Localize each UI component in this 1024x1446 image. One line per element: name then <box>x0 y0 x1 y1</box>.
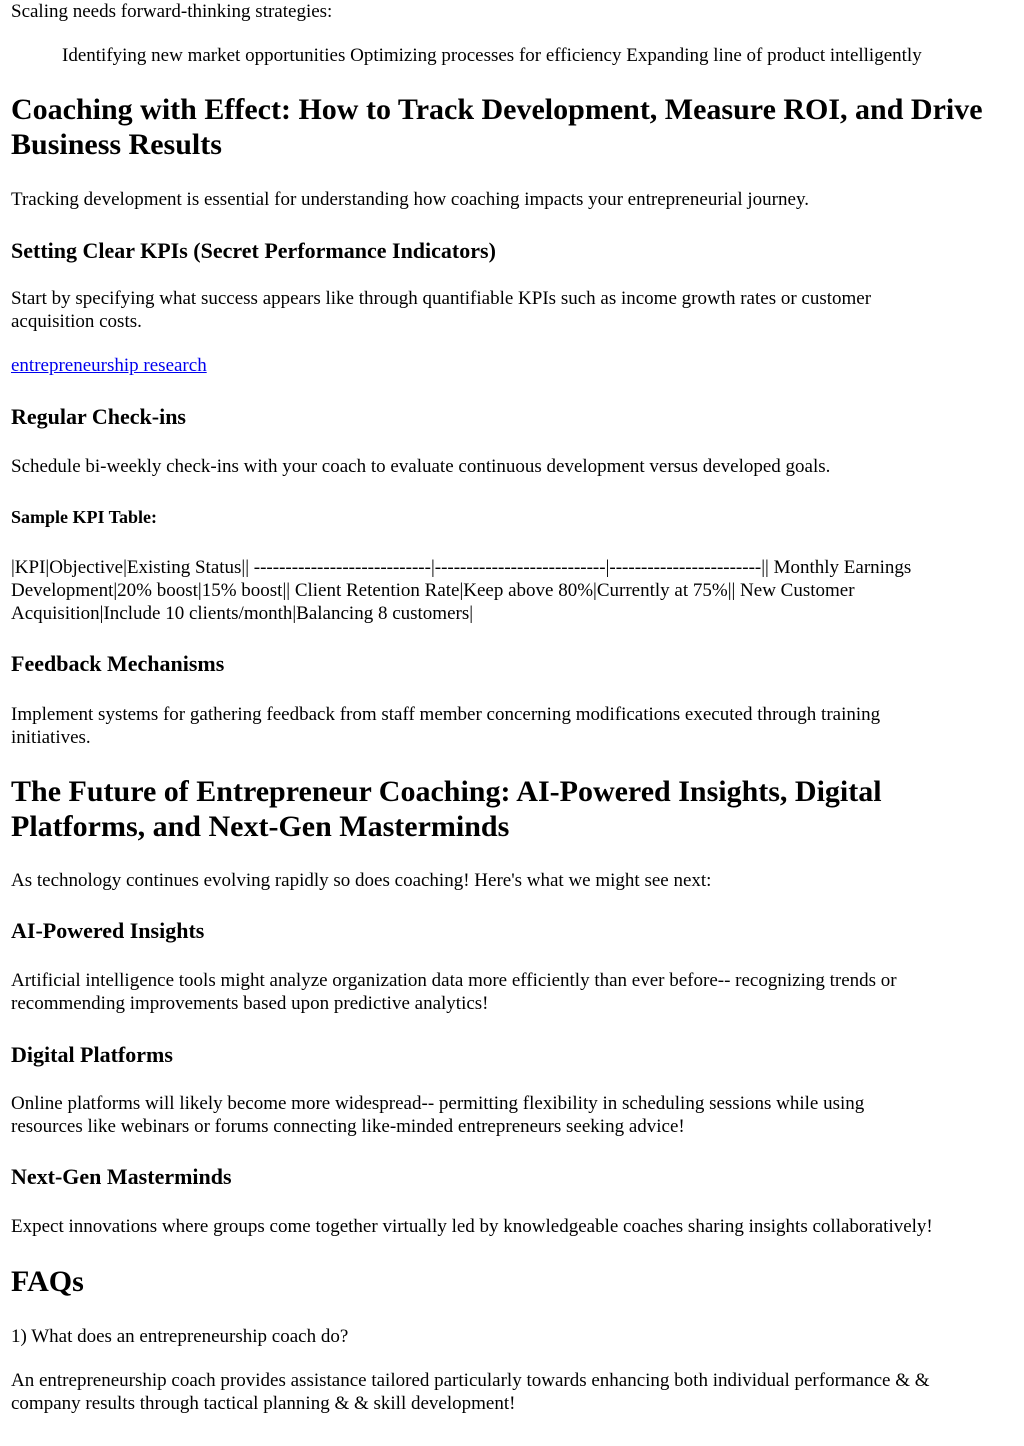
ai-insights-text-line2: recommending improvements based upon predictive analytics! <box>11 993 489 1014</box>
checkins-text: Schedule bi-weekly check-ins with your coach to evaluate continuous development versus developed goals. <box>11 456 831 477</box>
coaching-section-title-line1: Coaching with Effect: How to Track Development, Measure ROI, and Drive <box>11 93 983 126</box>
digital-platforms-text-line2: resources like webinars or forums connecting like-minded entrepreneurs seeking advice! <box>11 1116 685 1137</box>
kpis-text-line2: acquisition costs. <box>11 311 142 332</box>
entrepreneurship-research-link[interactable]: entrepreneurship research <box>11 355 207 376</box>
feedback-text-line1: Implement systems for gathering feedback from staff member concerning modifications executed through training <box>11 704 881 725</box>
feedback-heading: Feedback Mechanisms <box>11 651 225 676</box>
kpi-table-text-line2: Development|20% boost|15% boost|| Client Retention Rate|Keep above 80%|Currently at 75%|| New Customer <box>11 580 855 601</box>
kpi-table-text-line1: |KPI|Objective|Existing Status|| ----------------------------|---------------------------|------------------------|| Monthly Earnings <box>11 557 912 578</box>
future-section-title-line2: Platforms, and Next-Gen Masterminds <box>11 810 510 843</box>
scaling-lead-text: Scaling needs forward-thinking strategies: <box>11 1 333 22</box>
future-intro-text: As technology continues evolving rapidly so does coaching! Here's what we might see next: <box>11 870 712 891</box>
faqs-title: FAQs <box>11 1265 84 1298</box>
faq-answer-1-line1: An entrepreneurship coach provides assistance tailored particularly towards enhancing both individual performance & & <box>11 1370 930 1391</box>
faq-question-1: 1) What does an entrepreneurship coach do? <box>11 1326 349 1347</box>
ai-insights-heading: AI-Powered Insights <box>11 918 205 943</box>
faq-answer-1-line2: company results through tactical planning & & skill development! <box>11 1393 516 1414</box>
checkins-heading: Regular Check-ins <box>11 404 186 429</box>
feedback-text-line2: initiatives. <box>11 727 91 748</box>
nextgen-masterminds-heading: Next-Gen Masterminds <box>11 1164 232 1189</box>
kpi-table-text-line3: Acquisition|Include 10 clients/month|Balancing 8 customers| <box>11 603 474 624</box>
digital-platforms-heading: Digital Platforms <box>11 1042 173 1067</box>
kpis-text-line1: Start by specifying what success appears like through quantifiable KPIs such as income growth rates or customer <box>11 288 872 309</box>
coaching-section-title-line2: Business Results <box>11 128 222 161</box>
digital-platforms-text-line1: Online platforms will likely become more widespread-- permitting flexibility in scheduling sessions while using <box>11 1093 865 1114</box>
future-section-title-line1: The Future of Entrepreneur Coaching: AI-Powered Insights, Digital <box>11 775 882 808</box>
scaling-strategies-list: Identifying new market opportunities Optimizing processes for efficiency Expanding line of product intelligently <box>62 45 922 66</box>
coaching-intro-text: Tracking development is essential for understanding how coaching impacts your entrepreneurial journey. <box>11 189 809 210</box>
ai-insights-text-line1: Artificial intelligence tools might analyze organization data more efficiently than ever before-- recognizing trends or <box>11 970 897 991</box>
nextgen-masterminds-text: Expect innovations where groups come together virtually led by knowledgeable coaches sharing insights collaboratively! <box>11 1216 933 1237</box>
kpis-heading: Setting Clear KPIs (Secret Performance Indicators) <box>11 238 496 263</box>
kpi-table-heading: Sample KPI Table: <box>11 507 158 527</box>
